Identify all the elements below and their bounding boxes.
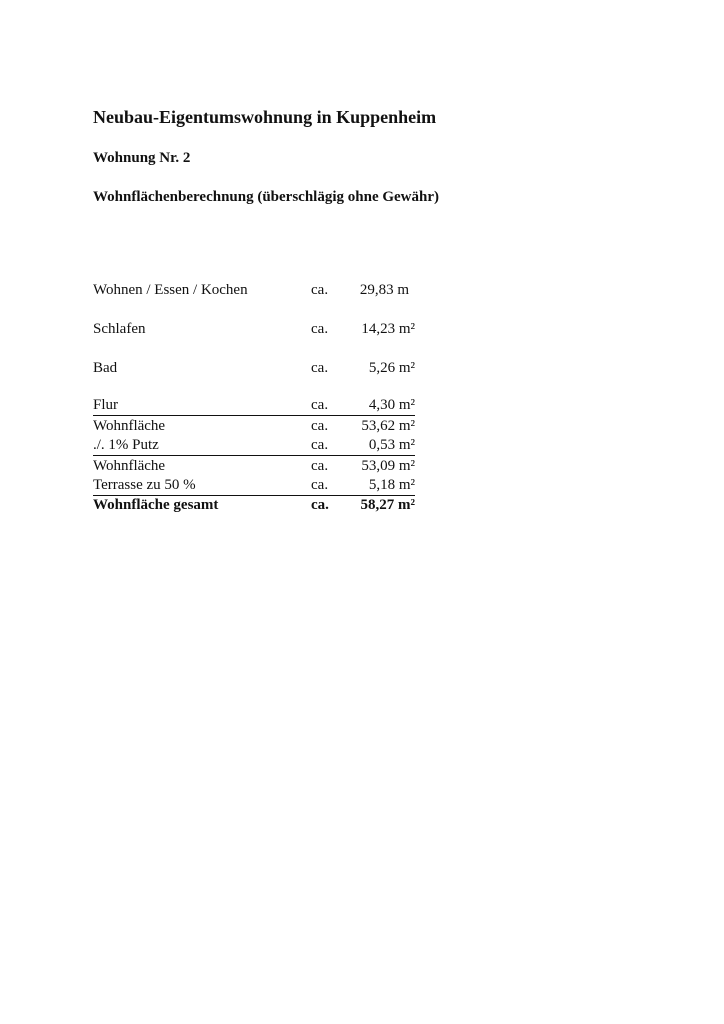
row-value: 4,30 m² xyxy=(368,397,415,413)
area-row-wohnflaeche xyxy=(93,416,415,436)
row-approx: ca. xyxy=(311,458,329,474)
area-row-total xyxy=(93,495,415,515)
row-label: Wohnfläche xyxy=(93,458,166,474)
area-row-terrasse xyxy=(93,475,415,496)
calculation-subtitle: Wohnflächenberechnung (überschlägig ohne Gewähr) xyxy=(93,189,440,205)
row-value: 14,23 m² xyxy=(361,321,415,337)
row-label: Wohnen / Essen / Kochen xyxy=(93,282,248,298)
row-label: Terrasse zu 50 % xyxy=(93,477,196,493)
row-value: 29,83 m xyxy=(359,282,409,298)
area-row-schlafen xyxy=(93,319,415,339)
row-approx: ca. xyxy=(311,282,329,298)
row-approx: ca. xyxy=(311,477,329,493)
row-label: Wohnfläche xyxy=(93,418,166,434)
area-row-flur xyxy=(93,395,415,416)
row-approx: ca. xyxy=(311,497,329,513)
area-row-bad xyxy=(93,358,415,378)
row-value: 53,09 m² xyxy=(361,458,415,474)
area-row-wohnen xyxy=(93,280,415,300)
area-row-putz xyxy=(93,435,415,456)
row-value: 5,18 m² xyxy=(368,477,415,493)
row-value: 58,27 m² xyxy=(360,497,415,513)
row-approx: ca. xyxy=(311,437,329,453)
row-label: ./. 1% Putz xyxy=(93,437,159,453)
row-approx: ca. xyxy=(311,418,329,434)
apartment-number: Wohnung Nr. 2 xyxy=(93,150,191,166)
row-label: Flur xyxy=(93,397,119,413)
row-label: Bad xyxy=(93,360,118,376)
row-label: Schlafen xyxy=(93,321,146,337)
row-approx: ca. xyxy=(311,321,329,337)
row-approx: ca. xyxy=(311,397,329,413)
row-value: 5,26 m² xyxy=(368,360,415,376)
row-label: Wohnfläche gesamt xyxy=(93,497,219,513)
row-value: 0,53 m² xyxy=(368,437,415,453)
row-value: 53,62 m² xyxy=(361,418,415,434)
row-approx: ca. xyxy=(311,360,329,376)
area-row-wohnflaeche-net xyxy=(93,456,415,476)
document-title: Neubau-Eigentumswohnung in Kuppenheim xyxy=(93,107,437,127)
